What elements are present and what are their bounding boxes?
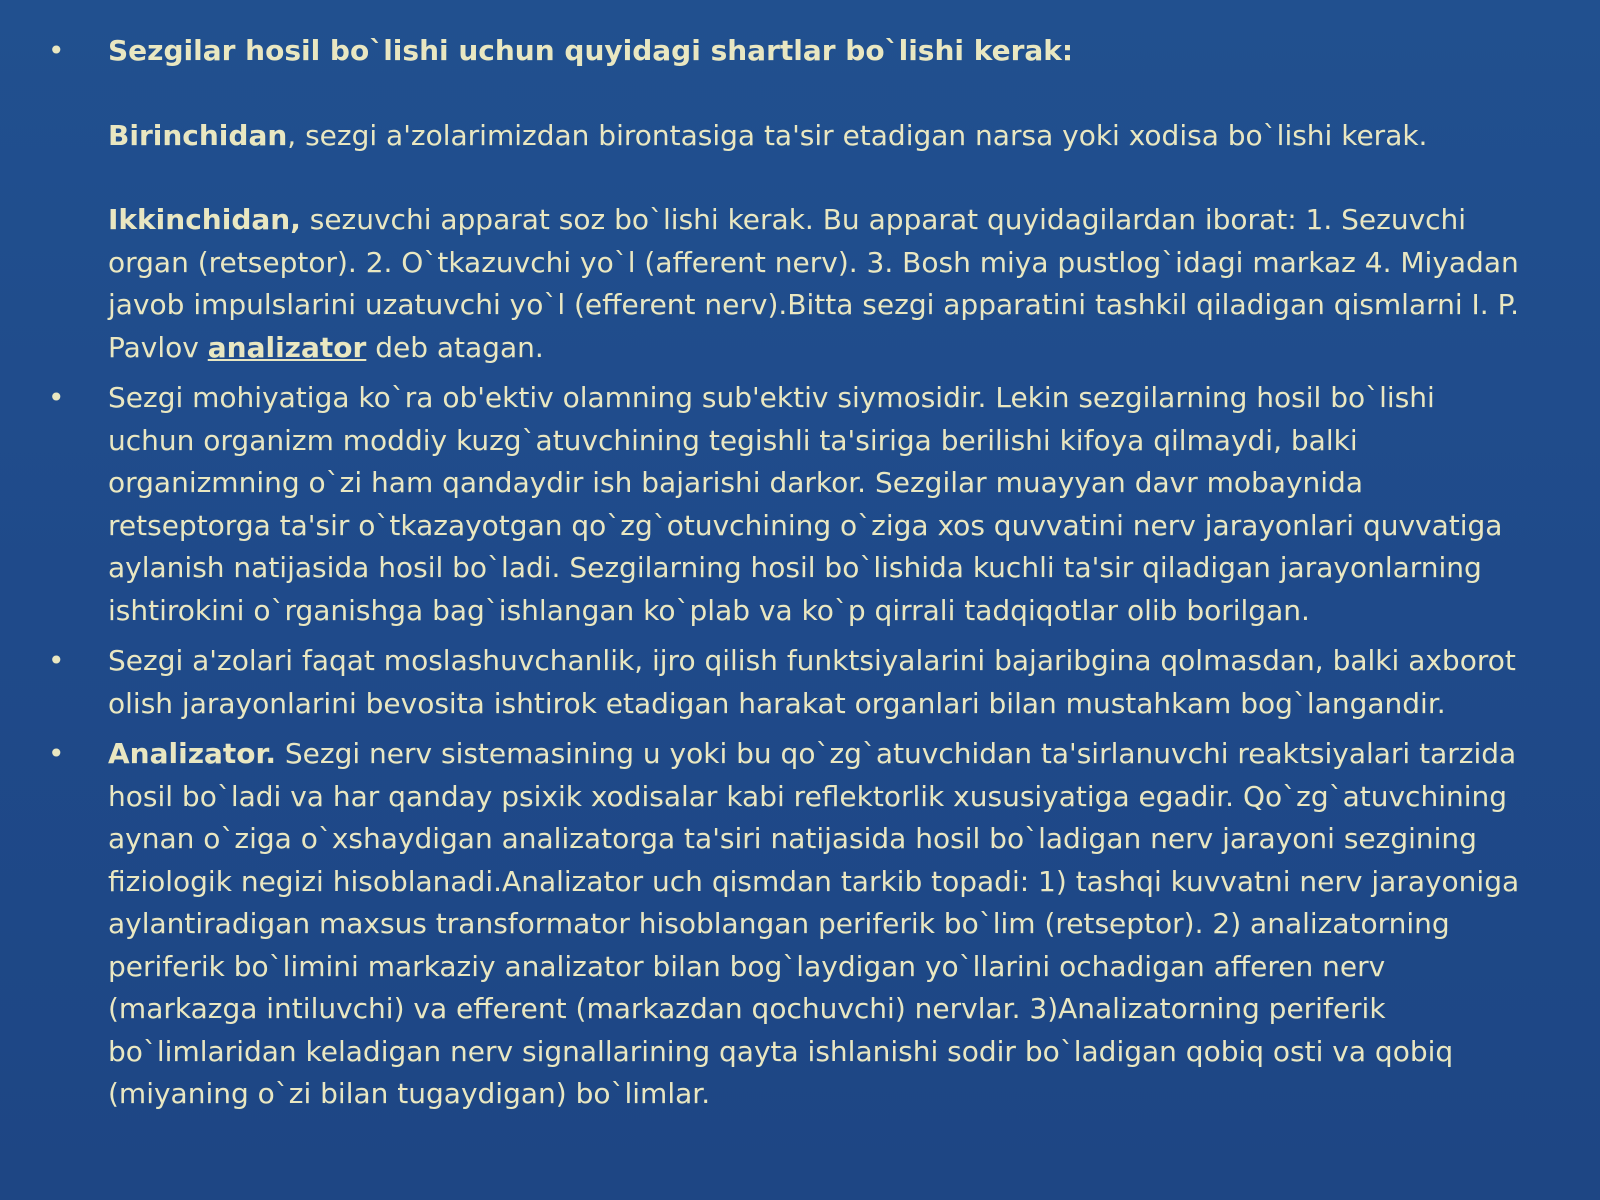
analyzer-paragraph	[108, 733, 1520, 1116]
first-condition-lead: Birinchidan	[108, 118, 288, 152]
second-condition-lead: Ikkinchidan,	[108, 203, 301, 236]
analyzer-text: Sezgi nerv sistemasining u yoki bu qo`zg`atuvchidan ta'sirlanuvchi reaktsiyalari tarzida hosil bo`ladi va har qanday psixik xodisalar kabi reflektorlik xususiyatiga egadir. Qo`zg`atuvchining aynan o`ziga o`xshaydigan analizatorga ta'siri natijasida hosil bo`ladigan nerv jarayoni sezgining fiziologik negizi hisoblanadi.Analizator uch qismdan tarkib topadi: 1) tashqi kuvvatni nerv jarayoniga aylantiradigan maxsus transformator hisoblangan periferik bo`lim (retseptor). 2) analizatorning periferik bo`limini markaziy analizator bilan bog`laydigan yo`llarini ochadigan afferen nerv (markazga intiluvchi) va efferent (markazdan qochuvchi) nervlar. 3)Analizatorning periferik bo`limlaridan keladigan nerv signallarining qayta ishlanishi sodir bo`ladigan qobiq osti va qobiq (miyaning o`zi bilan tugaydigan) bo`limlar.	[108, 737, 1520, 1110]
bullet-item-analyzer	[0, 733, 1520, 1116]
second-condition-tail: deb atagan.	[366, 330, 544, 364]
second-condition-text: sezuvchi apparat soz bo`lishi kerak. Bu apparat quyidagilardan iborat: 1. Sezuvchi organ (retseptor). 2. O`tkazuvchi yo`l (afferent nerv). 3. Bosh miya pustlog`idagi markaz 4. Miyadan javob impulslarini uzatuvchi yo`l (efferent nerv).Bitta sezgi apparatini tashkil qiladigan qismlarni I. P. Pavlov	[108, 203, 1520, 364]
bullet-item-sense-organs	[0, 640, 1520, 725]
first-condition	[108, 115, 1520, 158]
essence-text: Sezgi mohiyatiga ko`ra ob'ektiv olamning sub'ektiv siymosidir. Lekin sezgilarning hosil bo`lishi uchun organizm moddiy kuzg`atuvchining tegishli ta'siriga berilishi kifoya qilmaydi, balki organizmning o`zi ham qandaydir ish bajarishi darkor. Sezgilar muayyan davr mobaynida retseptorga ta'sir o`tkazayotgan qo`zg`otuvchining o`ziga xos quvvatini nerv jarayonlari quvvatiga aylanish natijasida hosil bo`ladi. Sezgilarning hosil bo`lishida kuchli ta'sir qiladigan jarayonlarning ishtirokini o`rganishga bag`ishlangan ko`plab va ko`p qirrali tadqiqotlar olib borilgan.	[108, 381, 1503, 627]
bullet-dot-icon: •	[48, 34, 65, 67]
bullet-dot-icon: •	[48, 644, 65, 677]
bullet-dot-icon: •	[48, 737, 65, 770]
analyzer-lead: Analizator.	[108, 737, 276, 770]
bullet-item-essence	[0, 377, 1520, 632]
bullet-dot-icon: •	[48, 381, 65, 414]
conditions-heading-text: Sezgilar hosil bo`lishi uchun quyidagi shartlar bo`lishi kerak:	[108, 34, 1074, 67]
bullet-item-conditions	[0, 30, 1520, 369]
analizator-link[interactable]: analizator	[207, 330, 367, 364]
bullet-list	[0, 30, 1520, 1116]
second-condition	[108, 199, 1520, 369]
first-condition-text: , sezgi a'zolarimizdan birontasiga ta'sir etadigan narsa yoki xodisa bo`lishi kerak.	[287, 118, 1428, 152]
sense-organs-text: Sezgi a'zolari faqat moslashuvchanlik, ijro qilish funktsiyalarini bajaribgina qolmasdan, balki axborot olish jarayonlarini bevosita ishtirok etadigan harakat organlari bilan mustahkam bog`langandir.	[108, 644, 1516, 720]
conditions-heading	[108, 30, 1520, 73]
